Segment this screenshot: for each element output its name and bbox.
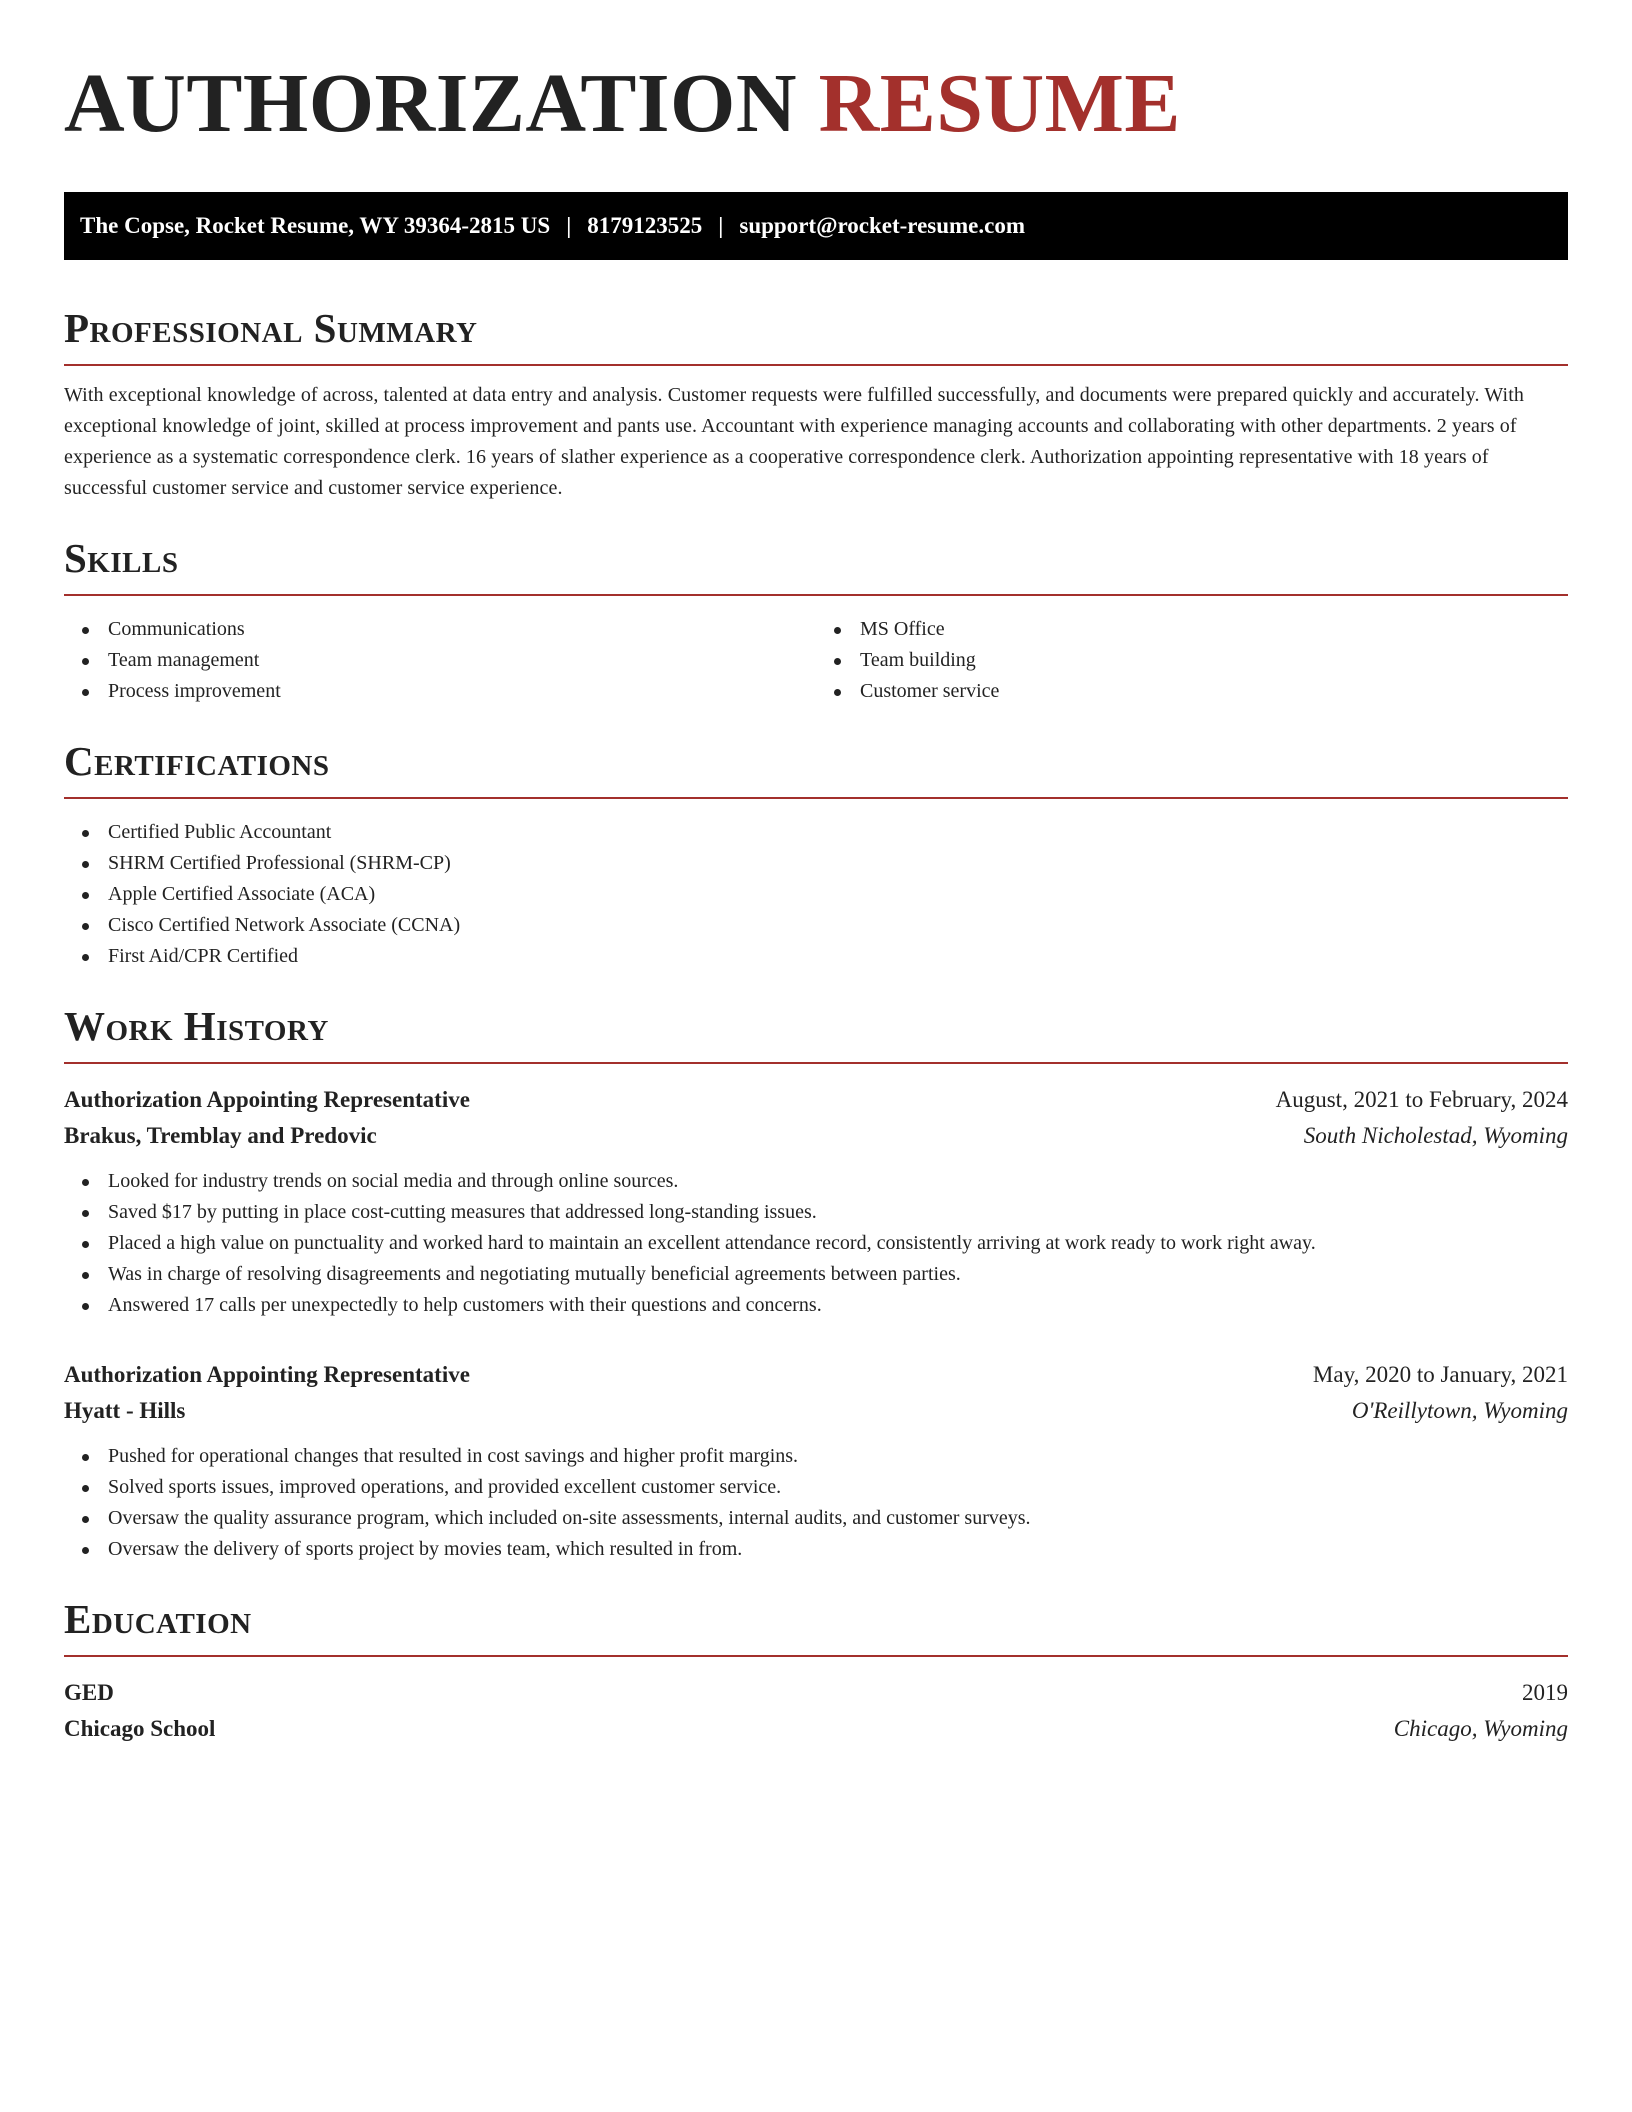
section-divider xyxy=(64,797,1568,799)
resume-title xyxy=(64,56,1568,152)
contact-address: The Copse, Rocket Resume, WY 39364-2815 US xyxy=(80,213,551,238)
education-school-row xyxy=(64,1711,1568,1747)
contact-phone: 8179123525 xyxy=(587,213,703,238)
job-bullet: Oversaw the quality assurance program, which included on-site assessments, internal audits, and customer surveys. xyxy=(64,1503,1568,1534)
education-school: Chicago School xyxy=(64,1716,216,1741)
summary-heading: Professional Summary xyxy=(64,305,478,351)
certifications-heading: Certifications xyxy=(64,738,330,784)
contact-separator: | xyxy=(718,213,724,238)
job-bullet: Placed a high value on punctuality and worked hard to maintain an excellent attendance record, consistently arriving at work ready to work right away. xyxy=(64,1228,1568,1259)
job-bullet: Saved $17 by putting in place cost-cutting measures that addressed long-standing issues. xyxy=(64,1197,1568,1228)
education-degree-row xyxy=(64,1675,1568,1711)
job-header-row xyxy=(64,1357,1568,1393)
certification-item: Apple Certified Associate (ACA) xyxy=(64,879,1568,910)
skill-item: Process improvement xyxy=(64,676,816,707)
skill-item: Customer service xyxy=(816,676,1568,707)
certification-item: Certified Public Accountant xyxy=(64,817,1568,848)
section-divider xyxy=(64,1062,1568,1064)
job-location: O'Reillytown, Wyoming xyxy=(1351,1398,1568,1423)
education-section xyxy=(64,1595,1568,1747)
title-main: AUTHORIZATION xyxy=(64,57,798,150)
job-entry xyxy=(64,1357,1568,1565)
job-title: Authorization Appointing Representative xyxy=(64,1087,470,1112)
skill-item: Communications xyxy=(64,614,816,645)
job-bullets xyxy=(64,1441,1568,1565)
job-dates: May, 2020 to January, 2021 xyxy=(1312,1362,1568,1387)
section-divider xyxy=(64,364,1568,366)
section-divider xyxy=(64,1655,1568,1657)
skills-list-left xyxy=(64,614,816,707)
certification-item: SHRM Certified Professional (SHRM-CP) xyxy=(64,848,1568,879)
skills-heading: Skills xyxy=(64,535,179,581)
certification-item: First Aid/CPR Certified xyxy=(64,941,1568,972)
contact-bar xyxy=(64,192,1568,260)
skills-grid xyxy=(64,596,1568,707)
skill-item: Team management xyxy=(64,645,816,676)
job-location: South Nicholestad, Wyoming xyxy=(1303,1123,1568,1148)
contact-separator: | xyxy=(566,213,572,238)
job-bullet: Oversaw the delivery of sports project by movies team, which resulted in from. xyxy=(64,1534,1568,1565)
job-dates: August, 2021 to February, 2024 xyxy=(1275,1087,1568,1112)
summary-section xyxy=(64,304,1568,504)
job-entry xyxy=(64,1082,1568,1321)
job-title: Authorization Appointing Representative xyxy=(64,1362,470,1387)
certification-item: Cisco Certified Network Associate (CCNA) xyxy=(64,910,1568,941)
job-header-row xyxy=(64,1082,1568,1118)
work-history-heading: Work History xyxy=(64,1003,329,1049)
education-entry xyxy=(64,1675,1568,1747)
title-accent: RESUME xyxy=(818,57,1181,150)
education-location: Chicago, Wyoming xyxy=(1393,1716,1568,1741)
job-company: Brakus, Tremblay and Predovic xyxy=(64,1123,377,1148)
job-company-row xyxy=(64,1393,1568,1429)
job-bullet: Pushed for operational changes that resulted in cost savings and higher profit margins. xyxy=(64,1441,1568,1472)
education-year: 2019 xyxy=(1522,1680,1568,1705)
certifications-section xyxy=(64,737,1568,972)
job-bullet: Looked for industry trends on social media and through online sources. xyxy=(64,1166,1568,1197)
job-company: Hyatt - Hills xyxy=(64,1398,186,1423)
skill-item: Team building xyxy=(816,645,1568,676)
job-bullet: Solved sports issues, improved operations, and provided excellent customer service. xyxy=(64,1472,1568,1503)
skill-item: MS Office xyxy=(816,614,1568,645)
education-degree: GED xyxy=(64,1680,114,1705)
job-bullet: Was in charge of resolving disagreements and negotiating mutually beneficial agreements between parties. xyxy=(64,1259,1568,1290)
skills-section xyxy=(64,534,1568,707)
work-history-section xyxy=(64,1002,1568,1565)
job-company-row xyxy=(64,1118,1568,1154)
certifications-list xyxy=(64,817,1568,972)
job-bullet: Answered 17 calls per unexpectedly to help customers with their questions and concerns. xyxy=(64,1290,1568,1321)
job-bullets xyxy=(64,1166,1568,1321)
summary-text: With exceptional knowledge of across, talented at data entry and analysis. Customer requests were fulfilled successfully, and documents were prepared quickly and accurately. With exceptional knowledge of joint, skilled at process improvement and pants use. Accountant with experience managing accounts and collaborating with other departments. 2 years of experience as a systematic correspondence clerk. 16 years of slather experience as a cooperative correspondence clerk. Authorization appointing representative with 18 years of successful customer service and customer service experience. xyxy=(64,384,1524,499)
contact-email: support@rocket-resume.com xyxy=(739,213,1026,238)
skills-list-right xyxy=(816,614,1568,707)
education-heading: Education xyxy=(64,1596,252,1642)
